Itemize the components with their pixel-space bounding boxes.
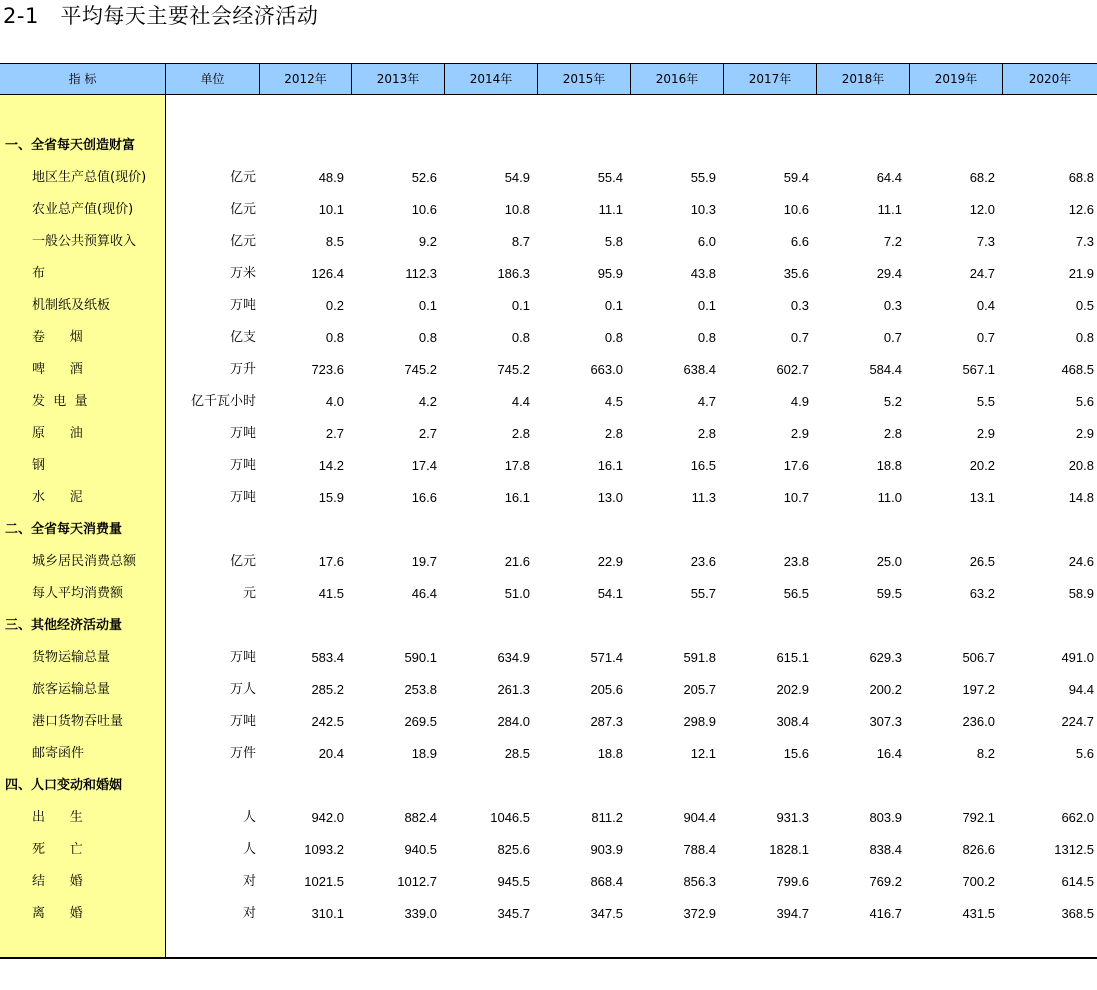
value-cell: 584.4: [869, 362, 902, 377]
value-cell: 51.0: [504, 586, 530, 601]
value-cell: 54.9: [504, 170, 530, 185]
value-cell: 16.6: [411, 490, 437, 505]
value-cell: 0.8: [418, 330, 437, 345]
statistics-table: [0, 63, 1097, 959]
value-cell: 14.8: [1068, 490, 1094, 505]
value-cell: 567.1: [962, 362, 995, 377]
value-cell: 298.9: [683, 714, 716, 729]
unit-cell: 亿元: [229, 554, 256, 569]
value-cell: 261.3: [497, 682, 530, 697]
value-cell: 826.6: [962, 842, 995, 857]
indicator-label: 每人平均消费额: [32, 586, 124, 601]
value-cell: 931.3: [776, 810, 809, 825]
value-cell: 0.7: [976, 330, 995, 345]
value-cell: 28.5: [504, 746, 530, 761]
value-cell: 253.8: [404, 682, 437, 697]
header-year: 2018年: [817, 64, 910, 94]
indicator-label: 钢: [32, 458, 46, 473]
value-cell: 811.2: [591, 810, 623, 825]
value-cell: 19.7: [411, 554, 437, 569]
value-cell: 1046.5: [490, 810, 530, 825]
header-year: 2015年: [538, 64, 631, 94]
value-cell: 2.8: [883, 426, 902, 441]
value-cell: 112.3: [405, 266, 437, 281]
value-cell: 416.7: [869, 906, 902, 921]
table-row: [0, 482, 1097, 514]
value-cell: 10.6: [411, 202, 437, 217]
indicator-label: 邮寄函件: [32, 746, 85, 761]
value-cell: 55.4: [597, 170, 623, 185]
unit-cell: 对: [242, 874, 256, 889]
value-cell: 24.6: [1068, 554, 1094, 569]
value-cell: 58.9: [1068, 586, 1094, 601]
value-cell: 745.2: [497, 362, 530, 377]
table-row: [0, 450, 1097, 482]
value-cell: 1828.1: [769, 842, 809, 857]
value-cell: 21.6: [504, 554, 530, 569]
table-row: [0, 290, 1097, 322]
unit-cell: 对: [242, 906, 256, 921]
value-cell: 236.0: [962, 714, 995, 729]
section-row: [0, 514, 1097, 546]
value-cell: 8.5: [325, 234, 344, 249]
value-cell: 590.1: [404, 650, 437, 665]
value-cell: 0.5: [1075, 298, 1094, 313]
indicator-label: 一般公共预算收入: [32, 234, 137, 249]
section-row: [0, 770, 1097, 802]
value-cell: 14.2: [318, 458, 344, 473]
value-cell: 0.1: [418, 298, 437, 313]
value-cell: 0.4: [976, 298, 995, 313]
value-cell: 64.4: [876, 170, 902, 185]
unit-cell: 万吨: [229, 458, 256, 473]
unit-cell: 万件: [229, 746, 256, 761]
unit-cell: 万吨: [229, 714, 256, 729]
value-cell: 186.3: [497, 266, 530, 281]
value-cell: 55.7: [690, 586, 716, 601]
value-cell: 4.2: [418, 394, 437, 409]
indicator-label: 死 亡: [32, 842, 83, 857]
value-cell: 13.0: [597, 490, 623, 505]
value-cell: 0.7: [790, 330, 809, 345]
value-cell: 1021.5: [304, 874, 344, 889]
value-cell: 22.9: [597, 554, 623, 569]
indicator-label: 原 油: [32, 426, 83, 441]
unit-cell: 万吨: [229, 650, 256, 665]
value-cell: 10.8: [504, 202, 530, 217]
value-cell: 5.6: [1075, 746, 1094, 761]
value-cell: 242.5: [311, 714, 344, 729]
section-label: 一、全省每天创造财富: [5, 138, 136, 153]
value-cell: 25.0: [876, 554, 902, 569]
indicator-label: 地区生产总值(现价): [32, 170, 147, 185]
table-row: [0, 226, 1097, 258]
value-cell: 602.7: [776, 362, 809, 377]
indicator-label: 结 婚: [32, 874, 83, 889]
header-year: 2014年: [445, 64, 538, 94]
value-cell: 0.8: [1075, 330, 1094, 345]
section-label: 二、全省每天消费量: [5, 522, 123, 537]
value-cell: 904.4: [683, 810, 716, 825]
value-cell: 63.2: [969, 586, 995, 601]
table-row: [0, 898, 1097, 930]
value-cell: 723.6: [311, 362, 344, 377]
value-cell: 197.2: [962, 682, 995, 697]
value-cell: 11.1: [877, 202, 902, 217]
indicator-label: 机制纸及纸板: [32, 298, 111, 313]
value-cell: 11.3: [691, 490, 716, 505]
value-cell: 16.4: [876, 746, 902, 761]
table-row: [0, 322, 1097, 354]
value-cell: 16.1: [597, 458, 623, 473]
value-cell: 202.9: [776, 682, 809, 697]
value-cell: 2.9: [790, 426, 809, 441]
table-row: [0, 866, 1097, 898]
value-cell: 347.5: [590, 906, 623, 921]
value-cell: 11.1: [598, 202, 623, 217]
table-row: [0, 386, 1097, 418]
table-row: [0, 546, 1097, 578]
value-cell: 43.8: [690, 266, 716, 281]
indicator-label: 港口货物吞吐量: [32, 714, 124, 729]
value-cell: 2.8: [511, 426, 530, 441]
table-row: [0, 738, 1097, 770]
value-cell: 20.2: [969, 458, 995, 473]
value-cell: 8.7: [511, 234, 530, 249]
value-cell: 16.1: [504, 490, 530, 505]
value-cell: 799.6: [776, 874, 809, 889]
value-cell: 26.5: [969, 554, 995, 569]
value-cell: 269.5: [404, 714, 437, 729]
value-cell: 20.4: [318, 746, 344, 761]
value-cell: 940.5: [404, 842, 437, 857]
section-label: 四、人口变动和婚姻: [5, 778, 123, 793]
value-cell: 59.4: [783, 170, 809, 185]
value-cell: 663.0: [590, 362, 623, 377]
value-cell: 4.4: [511, 394, 530, 409]
value-cell: 368.5: [1061, 906, 1094, 921]
unit-cell: 万吨: [229, 490, 256, 505]
unit-cell: 亿千瓦小时: [190, 394, 256, 409]
unit-cell: 元: [242, 586, 256, 601]
value-cell: 17.6: [318, 554, 344, 569]
table-row: [0, 834, 1097, 866]
value-cell: 634.9: [497, 650, 530, 665]
value-cell: 0.2: [325, 298, 344, 313]
table-row: [0, 418, 1097, 450]
value-cell: 615.1: [776, 650, 809, 665]
unit-cell: 亿元: [229, 234, 256, 249]
value-cell: 46.4: [411, 586, 437, 601]
value-cell: 21.9: [1068, 266, 1094, 281]
value-cell: 583.4: [311, 650, 344, 665]
value-cell: 310.1: [311, 906, 344, 921]
value-cell: 2.9: [1075, 426, 1094, 441]
indicator-label: 布: [32, 266, 46, 281]
value-cell: 468.5: [1061, 362, 1094, 377]
value-cell: 2.7: [325, 426, 344, 441]
unit-cell: 万吨: [229, 426, 256, 441]
unit-cell: 人: [242, 842, 256, 857]
value-cell: 745.2: [404, 362, 437, 377]
value-cell: 372.9: [683, 906, 716, 921]
value-cell: 662.0: [1061, 810, 1094, 825]
value-cell: 614.5: [1061, 874, 1094, 889]
value-cell: 29.4: [876, 266, 902, 281]
value-cell: 23.8: [783, 554, 809, 569]
header-unit: 单位: [166, 64, 260, 94]
value-cell: 94.4: [1068, 682, 1094, 697]
value-cell: 9.2: [418, 234, 437, 249]
value-cell: 638.4: [683, 362, 716, 377]
value-cell: 339.0: [404, 906, 437, 921]
value-cell: 769.2: [869, 874, 902, 889]
header-year: 2019年: [910, 64, 1003, 94]
page-title: 2-1 平均每天主要社会经济活动: [3, 4, 319, 28]
indicator-label: 货物运输总量: [32, 650, 111, 665]
value-cell: 17.6: [783, 458, 809, 473]
header-indicator: 指 标: [0, 64, 166, 94]
value-cell: 20.8: [1068, 458, 1094, 473]
value-cell: 0.8: [511, 330, 530, 345]
indicator-label: 出 生: [32, 810, 83, 825]
value-cell: 10.1: [318, 202, 344, 217]
value-cell: 18.8: [876, 458, 902, 473]
value-cell: 10.3: [690, 202, 716, 217]
value-cell: 17.4: [411, 458, 437, 473]
value-cell: 307.3: [869, 714, 902, 729]
value-cell: 6.6: [790, 234, 809, 249]
value-cell: 18.9: [411, 746, 437, 761]
table-row: [0, 354, 1097, 386]
value-cell: 0.8: [325, 330, 344, 345]
indicator-label: 城乡居民消费总额: [32, 554, 137, 569]
value-cell: 1093.2: [304, 842, 344, 857]
value-cell: 35.6: [783, 266, 809, 281]
value-cell: 52.6: [411, 170, 437, 185]
unit-cell: 亿元: [229, 170, 256, 185]
value-cell: 23.6: [690, 554, 716, 569]
value-cell: 224.7: [1061, 714, 1094, 729]
table-row: [0, 674, 1097, 706]
value-cell: 10.7: [783, 490, 809, 505]
table-body: [0, 95, 1097, 959]
value-cell: 15.6: [783, 746, 809, 761]
section-row: [0, 130, 1097, 162]
table-row: [0, 258, 1097, 290]
value-cell: 0.7: [883, 330, 902, 345]
value-cell: 2.8: [604, 426, 623, 441]
value-cell: 1312.5: [1054, 842, 1094, 857]
value-cell: 788.4: [683, 842, 716, 857]
table-header: [0, 63, 1097, 95]
value-cell: 0.3: [790, 298, 809, 313]
indicator-label: 水 泥: [32, 490, 83, 505]
value-cell: 868.4: [590, 874, 623, 889]
value-cell: 7.3: [976, 234, 995, 249]
value-cell: 68.8: [1068, 170, 1094, 185]
header-year: 2016年: [631, 64, 724, 94]
value-cell: 5.8: [604, 234, 623, 249]
value-cell: 4.7: [697, 394, 716, 409]
value-cell: 7.2: [883, 234, 902, 249]
value-cell: 0.1: [511, 298, 530, 313]
indicator-label: 卷 烟: [32, 330, 83, 345]
indicator-label: 农业总产值(现价): [32, 202, 134, 217]
value-cell: 803.9: [869, 810, 902, 825]
table-row: [0, 642, 1097, 674]
value-cell: 59.5: [876, 586, 902, 601]
value-cell: 54.1: [597, 586, 623, 601]
value-cell: 838.4: [869, 842, 902, 857]
value-cell: 700.2: [962, 874, 995, 889]
table-row: [0, 194, 1097, 226]
value-cell: 1012.7: [397, 874, 437, 889]
value-cell: 942.0: [311, 810, 344, 825]
header-year: 2012年: [259, 64, 352, 94]
table-row: [0, 706, 1097, 738]
section-row: [0, 610, 1097, 642]
value-cell: 12.1: [690, 746, 716, 761]
value-cell: 68.2: [969, 170, 995, 185]
value-cell: 2.8: [697, 426, 716, 441]
value-cell: 7.3: [1075, 234, 1094, 249]
value-cell: 10.6: [783, 202, 809, 217]
unit-cell: 亿元: [229, 202, 256, 217]
table-row: [0, 162, 1097, 194]
value-cell: 48.9: [318, 170, 344, 185]
unit-cell: 万人: [229, 682, 256, 697]
value-cell: 4.0: [325, 394, 344, 409]
value-cell: 287.3: [590, 714, 623, 729]
value-cell: 6.0: [697, 234, 716, 249]
value-cell: 95.9: [597, 266, 623, 281]
value-cell: 15.9: [318, 490, 344, 505]
value-cell: 2.7: [418, 426, 437, 441]
header-year: 2013年: [352, 64, 445, 94]
value-cell: 205.7: [683, 682, 716, 697]
indicator-label: 啤 酒: [32, 362, 83, 377]
table-row: [0, 802, 1097, 834]
value-cell: 4.5: [604, 394, 623, 409]
value-cell: 12.0: [969, 202, 995, 217]
value-cell: 200.2: [869, 682, 902, 697]
value-cell: 2.9: [976, 426, 995, 441]
value-cell: 0.8: [697, 330, 716, 345]
value-cell: 4.9: [790, 394, 809, 409]
value-cell: 345.7: [497, 906, 530, 921]
table-row: [0, 578, 1097, 610]
value-cell: 506.7: [962, 650, 995, 665]
value-cell: 56.5: [783, 586, 809, 601]
value-cell: 284.0: [497, 714, 530, 729]
value-cell: 8.2: [976, 746, 995, 761]
value-cell: 55.9: [690, 170, 716, 185]
section-label: 三、其他经济活动量: [5, 618, 123, 633]
value-cell: 41.5: [318, 586, 344, 601]
value-cell: 629.3: [869, 650, 902, 665]
value-cell: 591.8: [683, 650, 716, 665]
unit-cell: 万升: [229, 362, 256, 377]
value-cell: 394.7: [776, 906, 809, 921]
value-cell: 5.6: [1075, 394, 1094, 409]
value-cell: 285.2: [311, 682, 344, 697]
unit-cell: 人: [242, 810, 256, 825]
value-cell: 0.3: [883, 298, 902, 313]
value-cell: 491.0: [1061, 650, 1094, 665]
value-cell: 0.8: [604, 330, 623, 345]
value-cell: 903.9: [590, 842, 623, 857]
value-cell: 17.8: [504, 458, 530, 473]
unit-cell: 亿支: [229, 330, 256, 345]
value-cell: 571.4: [590, 650, 623, 665]
value-cell: 308.4: [776, 714, 809, 729]
header-year: 2020年: [1028, 72, 1072, 86]
indicator-label: 发 电 量: [32, 394, 88, 409]
value-cell: 825.6: [497, 842, 530, 857]
value-cell: 431.5: [962, 906, 995, 921]
unit-cell: 万吨: [229, 298, 256, 313]
value-cell: 0.1: [697, 298, 716, 313]
value-cell: 5.2: [883, 394, 902, 409]
value-cell: 945.5: [497, 874, 530, 889]
value-cell: 126.4: [311, 266, 344, 281]
value-cell: 12.6: [1068, 202, 1094, 217]
indicator-label: 旅客运输总量: [32, 682, 111, 697]
indicator-label: 离 婚: [32, 906, 83, 921]
value-cell: 205.6: [590, 682, 623, 697]
value-cell: 11.0: [877, 490, 902, 505]
value-cell: 792.1: [962, 810, 995, 825]
value-cell: 0.1: [604, 298, 623, 313]
unit-cell: 万米: [229, 266, 256, 281]
value-cell: 882.4: [404, 810, 437, 825]
header-year: 2017年: [724, 64, 817, 94]
value-cell: 856.3: [683, 874, 716, 889]
value-cell: 18.8: [597, 746, 623, 761]
value-cell: 13.1: [969, 490, 995, 505]
value-cell: 16.5: [690, 458, 716, 473]
value-cell: 24.7: [969, 266, 995, 281]
value-cell: 5.5: [976, 394, 995, 409]
